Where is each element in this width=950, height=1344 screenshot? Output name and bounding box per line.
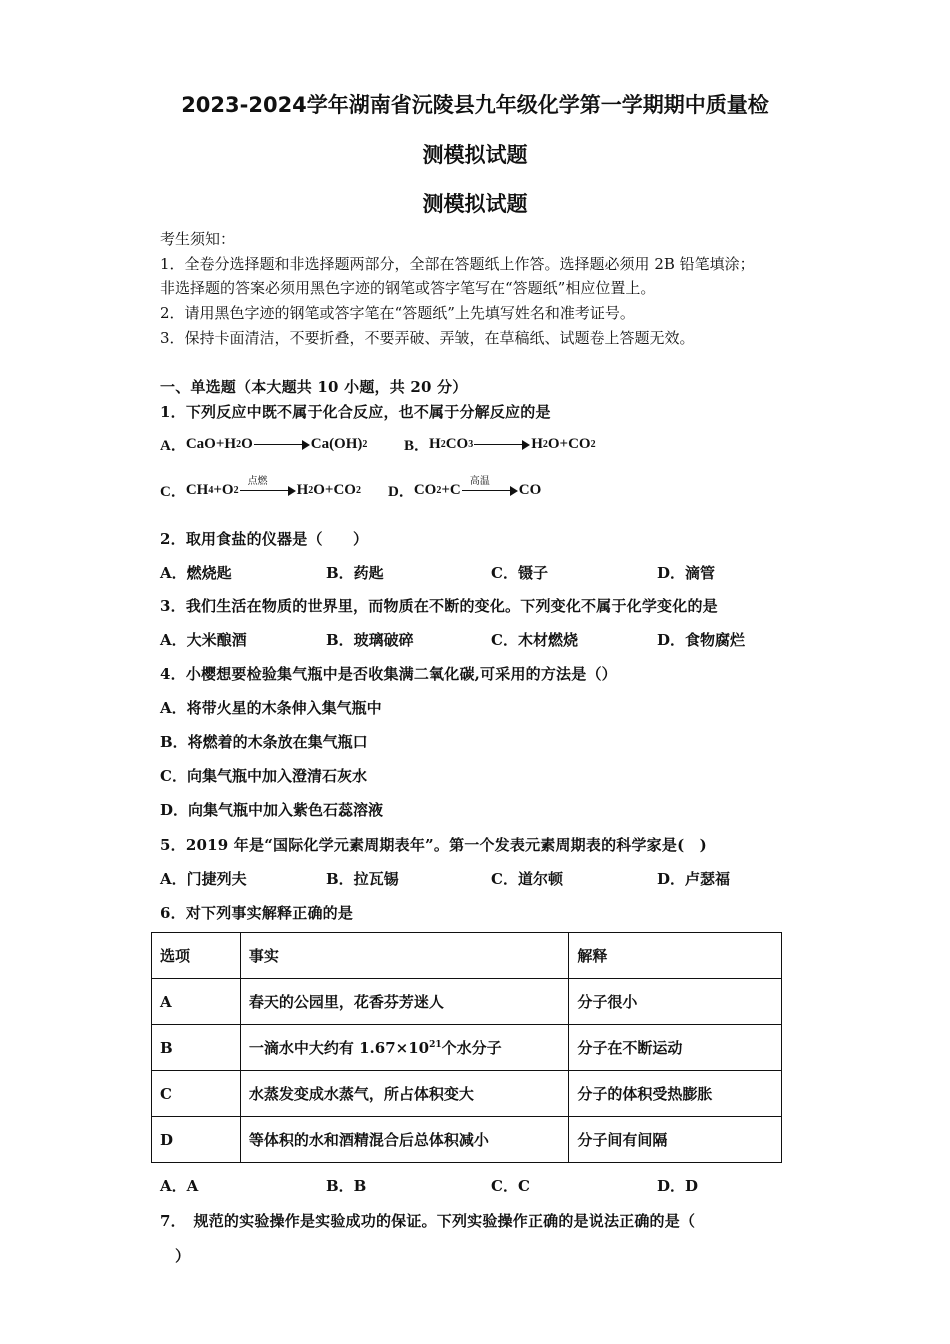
q6-option-c: C．C — [491, 1177, 530, 1195]
q7-stem-cont: ） — [175, 1247, 191, 1265]
notice-item-1-cont: 非选择题的答案必须用黑色字迹的钢笔或答字笔写在“答题纸”相应位置上。 — [160, 279, 656, 297]
q1-option-b: B． H 2 CO 3 H 2 O+CO 2 — [404, 436, 596, 454]
q6-option-b: B．B — [326, 1177, 367, 1195]
table-cell-fact: 春天的公园里，花香芬芳迷人 — [240, 979, 569, 1025]
table-cell-explanation: 分子在不断运动 — [569, 1025, 782, 1071]
table-row — [152, 979, 782, 1025]
q4-option-a: A．将带火星的木条伸入集气瓶中 — [160, 699, 382, 717]
q5-option-a: A．门捷列夫 — [160, 870, 247, 888]
table-cell-explanation: 分子间有间隔 — [569, 1117, 782, 1163]
table-cell-option: B — [152, 1025, 241, 1071]
q5-option-c: C．道尔顿 — [491, 870, 563, 888]
table-header-row — [152, 933, 782, 979]
notice-item-2: 2．请用黑色字迹的钢笔或答字笔在“答题纸”上先填写姓名和准考证号。 — [160, 304, 635, 322]
q2-option-b: B．药匙 — [326, 564, 384, 582]
q2-option-a: A．燃烧匙 — [160, 564, 232, 582]
table-cell-fact: 一滴水中大约有 $1.67\times 10^{21}$个水分子 — [240, 1025, 569, 1071]
column-header: 解释 — [569, 933, 782, 979]
table-cell-fact: 等体积的水和酒精混合后总体积减小 — [240, 1117, 569, 1163]
column-header: 事实 — [240, 933, 569, 979]
q6-option-d: D．D — [657, 1177, 699, 1195]
q3-option-a: A．大米酿酒 — [160, 631, 247, 649]
q2-option-c: C．镊子 — [491, 564, 548, 582]
section-title: 一、单选题（本大题共 10 小题，共 20 分） — [160, 378, 468, 396]
q5-option-d: D．卢瑟福 — [657, 870, 731, 888]
q7-stem: 7． 规范的实验操作是实验成功的保证。下列实验操作正确的是说法正确的是（ — [160, 1212, 696, 1230]
table-row — [152, 1117, 782, 1163]
reaction-arrow-icon — [474, 438, 530, 452]
q6-table — [151, 932, 782, 1163]
notice-heading: 考生须知： — [160, 230, 236, 248]
notice-item-1: 1．全卷分选择题和非选择题两部分，全部在答题纸上作答。选择题必须用 2B 铅笔填涂； — [160, 255, 755, 273]
q3-option-c: C．木材燃烧 — [491, 631, 578, 649]
reaction-arrow-icon: 点燃 — [240, 484, 296, 498]
table-cell-option: D — [152, 1117, 241, 1163]
q2-stem: 2．取用食盐的仪器是（ ） — [160, 530, 369, 548]
page-subtitle: 测模拟试题 — [422, 192, 528, 216]
column-header: 选项 — [152, 933, 241, 979]
q5-stem: 5．2019 年是“国际化学元素周期表年”。第一个发表元素周期表的科学家是( ) — [160, 836, 707, 854]
table-cell-option: A — [152, 979, 241, 1025]
table-row — [152, 1071, 782, 1117]
q3-option-d: D．食物腐烂 — [657, 631, 746, 649]
table-cell-option: C — [152, 1071, 241, 1117]
reaction-arrow-icon — [254, 438, 310, 452]
q1-option-a: A． CaO+H 2 O Ca(OH) 2 — [160, 436, 368, 454]
q6-stem: 6．对下列事实解释正确的是 — [160, 904, 354, 922]
q1-option-c: C． CH 4 +O 2 点燃 H 2 O+CO 2 — [160, 475, 361, 500]
table-cell-fact: 水蒸发变成水蒸气，所占体积变大 — [240, 1071, 569, 1117]
q6-option-a: A．A — [160, 1177, 199, 1195]
q1-stem: 1．下列反应中既不属于化合反应，也不属于分解反应的是 — [160, 403, 551, 421]
notice-item-3: 3．保持卡面清洁，不要折叠，不要弄破、弄皱，在草稿纸、试题卷上答题无效。 — [160, 329, 695, 347]
page-title: 2023-2024学年湖南省沅陵县九年级化学第一学期期中质量检 — [181, 93, 769, 117]
q4-option-b: B．将燃着的木条放在集气瓶口 — [160, 733, 368, 751]
table-cell-explanation: 分子很小 — [569, 979, 782, 1025]
q2-option-d: D．滴管 — [657, 564, 716, 582]
q3-stem: 3．我们生活在物质的世界里，而物质在不断的变化。下列变化不属于化学变化的是 — [160, 597, 718, 615]
q5-option-b: B．拉瓦锡 — [326, 870, 399, 888]
q1-option-d: D． CO 2 +C 高温 CO — [388, 475, 542, 500]
q4-option-c: C．向集气瓶中加入澄清石灰水 — [160, 767, 367, 785]
table-row — [152, 1025, 782, 1071]
table-cell-explanation: 分子的体积受热膨胀 — [569, 1071, 782, 1117]
q3-option-b: B．玻璃破碎 — [326, 631, 414, 649]
q4-option-d: D．向集气瓶中加入紫色石蕊溶液 — [160, 801, 384, 819]
reaction-arrow-icon: 高温 — [462, 484, 518, 498]
q4-stem: 4．小樱想要检验集气瓶中是否收集满二氧化碳,可采用的方法是（） — [160, 665, 617, 683]
page-title-line2: 测模拟试题 — [422, 143, 528, 167]
